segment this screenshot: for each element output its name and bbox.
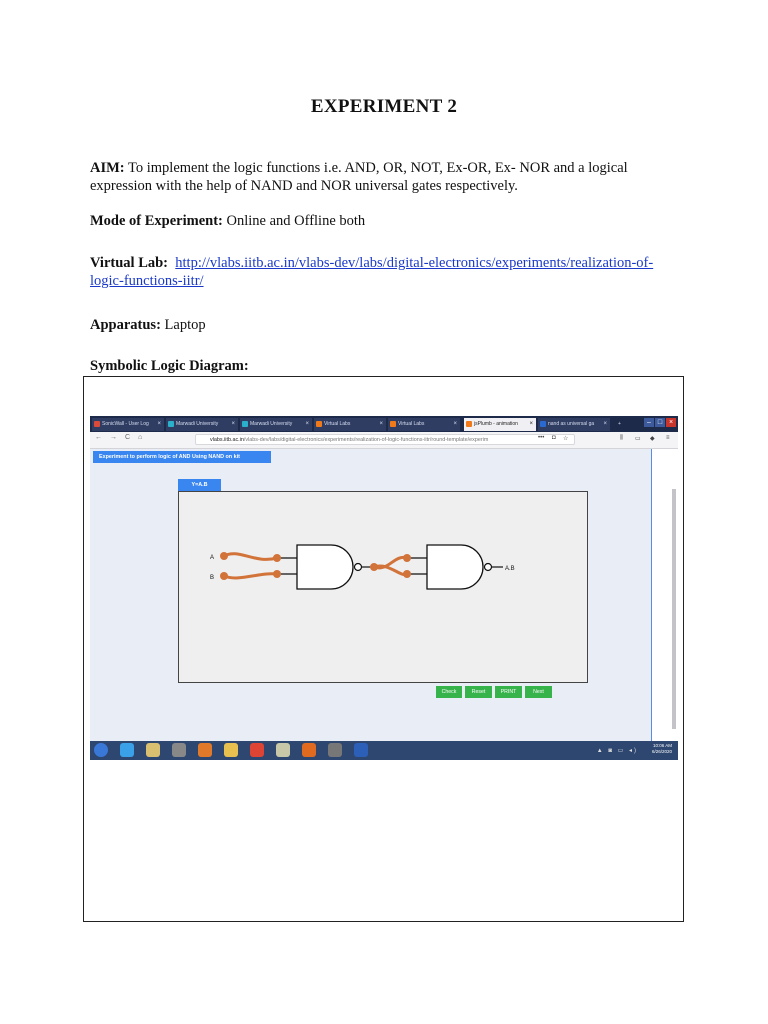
experiment-banner: Experiment to perform logic of AND Using NAND on kit	[93, 451, 271, 463]
nand-gate-1	[297, 545, 353, 589]
taskbar-app-icon[interactable]	[146, 743, 160, 757]
extension-icon[interactable]: ◆	[650, 436, 655, 442]
input-b-label: B	[210, 575, 215, 581]
tab-close-icon[interactable]: ×	[603, 421, 607, 427]
tab-close-icon[interactable]: ×	[157, 421, 161, 427]
menu-icon[interactable]: ≡	[666, 435, 670, 441]
apparatus-paragraph	[90, 316, 690, 334]
taskbar-app-icon[interactable]	[224, 743, 238, 757]
mode-label: Mode of Experiment:	[90, 213, 223, 229]
wire-a[interactable]	[224, 554, 277, 560]
tab-favicon-icon	[242, 421, 248, 427]
taskbar-clock	[652, 743, 672, 755]
tab-close-icon[interactable]: ×	[529, 421, 533, 427]
tab-label: Virtual Labs	[324, 421, 351, 427]
reload-icon[interactable]: C	[125, 434, 131, 441]
gate1-output-node[interactable]	[370, 563, 378, 571]
aim-label: AIM:	[90, 160, 125, 176]
tab-label: Marwadi University	[176, 421, 219, 427]
next-button[interactable]: Next	[525, 686, 552, 698]
tab-favicon-icon	[316, 421, 322, 427]
browser-tab[interactable]	[240, 418, 312, 431]
taskbar-app-icon[interactable]	[198, 743, 212, 757]
diagram-label: Symbolic Logic Diagram:	[90, 358, 249, 374]
back-arrow-icon[interactable]: ←	[95, 434, 102, 441]
reset-button[interactable]: Reset	[465, 686, 492, 698]
diagram-heading	[90, 357, 690, 375]
page-scrollbar[interactable]	[652, 449, 678, 741]
tab-favicon-icon	[466, 421, 472, 427]
clock-date: 6/26/2020	[651, 749, 672, 754]
url-domain: vlabs.iitb.ac.in	[210, 437, 244, 443]
browser-tab[interactable]	[314, 418, 386, 431]
nand-gate-1-bubble	[355, 564, 362, 571]
window-controls	[643, 418, 676, 427]
mode-text: Online and Offline both	[226, 213, 366, 229]
expression-tab[interactable]: Y=A.B	[178, 479, 221, 491]
mode-paragraph	[90, 212, 690, 230]
tab-favicon-icon	[94, 421, 100, 427]
sidebar-icon[interactable]: ▭	[635, 436, 641, 442]
taskbar-app-icon[interactable]	[120, 743, 134, 757]
experiment-title: EXPERIMENT 2	[310, 96, 458, 117]
input-a-node[interactable]	[220, 552, 228, 560]
taskbar-app-icon[interactable]	[328, 743, 342, 757]
tab-favicon-icon	[540, 421, 546, 427]
browser-tab[interactable]	[92, 418, 164, 431]
virtual-lab-paragraph	[90, 254, 690, 290]
tab-label: nand as universal ga	[548, 421, 595, 427]
apparatus-label: Apparatus:	[90, 317, 161, 333]
minimize-icon[interactable]: –	[644, 418, 654, 427]
output-label: A.B	[505, 566, 515, 572]
nand-gate-2	[427, 545, 483, 589]
nand-gate-2-bubble	[485, 564, 492, 571]
home-icon[interactable]: ⌂	[138, 434, 143, 441]
browser-tab[interactable]	[538, 418, 610, 431]
gate1-node-b[interactable]	[273, 570, 281, 578]
circuit-board	[178, 491, 588, 683]
gate2-node-a[interactable]	[403, 554, 411, 562]
tab-label: Virtual Labs	[398, 421, 425, 427]
wire-cross-2[interactable]	[374, 566, 407, 575]
browser-nav-bar	[90, 432, 678, 449]
clock-time: 10:06 AM	[652, 743, 672, 748]
virtual-lab-link-continued[interactable]: logic-functions-iitr/	[90, 273, 204, 289]
taskbar-app-icon[interactable]	[302, 743, 316, 757]
tab-close-icon[interactable]: ×	[453, 421, 457, 427]
aim-text-line-2: expression with the help of NAND and NOR universal gates respectively.	[90, 178, 518, 194]
browser-tab-bar	[90, 416, 678, 432]
tab-favicon-icon	[168, 421, 174, 427]
tab-label: Marwadi University	[250, 421, 293, 427]
browser-tab[interactable]	[166, 418, 238, 431]
virtual-lab-link[interactable]: http://vlabs.iitb.ac.in/vlabs-dev/labs/digital-electronics/experiments/realization-of-	[175, 255, 654, 271]
apparatus-text: Laptop	[164, 317, 206, 333]
bookmark-star-icon[interactable]: ☆	[563, 436, 569, 442]
browser-tab[interactable]	[464, 418, 536, 431]
url-path: /vlabs-dev/labs/digital-electronics/experiments/realization-of-logic-functions-iitr/round-template/experim	[243, 437, 489, 443]
start-button-icon[interactable]	[94, 743, 108, 757]
system-tray-icons[interactable]: ▲ ◙ ▭ ◂)	[596, 748, 638, 754]
more-options-icon[interactable]: •••	[538, 435, 545, 441]
tab-label: SonicWall - User Log	[102, 421, 149, 427]
input-a-label: A	[210, 555, 215, 561]
pocket-icon[interactable]: ◘	[552, 435, 556, 441]
print-button[interactable]: PRINT	[495, 686, 522, 698]
circuit-diagram	[179, 492, 587, 682]
maximize-icon[interactable]: □	[655, 418, 665, 427]
tab-label: jsPlumb - animation	[474, 421, 518, 427]
taskbar-app-icon[interactable]	[276, 743, 290, 757]
virtual-lab-label: Virtual Lab:	[90, 255, 169, 271]
close-window-icon[interactable]: ×	[666, 418, 676, 427]
wire-b[interactable]	[224, 574, 277, 578]
input-b-node[interactable]	[220, 572, 228, 580]
simulator-page	[90, 449, 652, 741]
url-bar[interactable]	[195, 434, 575, 445]
library-icon[interactable]: ⫼	[620, 435, 623, 441]
taskbar-app-icon[interactable]	[250, 743, 264, 757]
tab-close-icon[interactable]: ×	[305, 421, 309, 427]
tab-close-icon[interactable]: ×	[379, 421, 383, 427]
windows-taskbar	[90, 741, 678, 760]
gate1-node-a[interactable]	[273, 554, 281, 562]
check-button[interactable]: Check	[436, 686, 462, 698]
tab-close-icon[interactable]: ×	[231, 421, 235, 427]
gate2-node-b[interactable]	[403, 570, 411, 578]
scrollbar-thumb[interactable]	[672, 489, 676, 729]
tab-favicon-icon	[390, 421, 396, 427]
new-tab-button[interactable]: +	[618, 421, 621, 427]
taskbar-app-icon[interactable]	[172, 743, 186, 757]
browser-tab[interactable]	[388, 418, 460, 431]
aim-text-line-1: To implement the logic functions i.e. AND, OR, NOT, Ex-OR, Ex- NOR and a logical	[128, 160, 628, 176]
aim-paragraph	[90, 159, 690, 195]
forward-arrow-icon[interactable]: →	[110, 434, 117, 441]
taskbar-app-icon[interactable]	[354, 743, 368, 757]
embedded-screenshot	[90, 416, 678, 760]
